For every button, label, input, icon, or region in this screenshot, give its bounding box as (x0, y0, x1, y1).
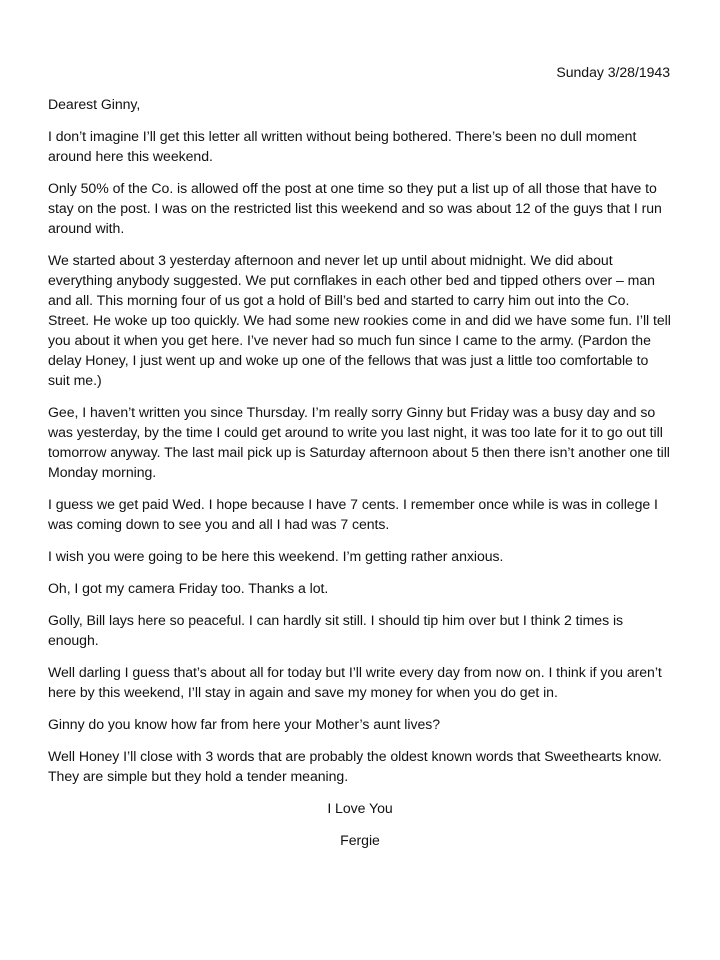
letter-signature: Fergie (340, 832, 380, 848)
paragraph-3: We started about 3 yesterday afternoon and never let up until about midnight. We did about everything anybody suggested. We put cornflakes in each other bed and tipped others over – man and all. This morning four of us got a hold of Bill’s bed and started to carry him out into the Co. Street. He woke up too quickly. We had some new rookies come in and did we have some fun. I’ll tell you about it when you get here. I’ve never had so much fun since I came to the army. (Pardon the delay Honey, I just went up and woke up one of the fellows that was just a little too comfortable to suit me.) (48, 252, 671, 388)
letter-closing: I Love You (327, 800, 393, 816)
letter-body (48, 62, 672, 862)
paragraph-9: Well darling I guess that’s about all for today but I’ll write every day from now on. I think if you aren’t here by this weekend, I’ll stay in again and save my money for when you do get in. (48, 664, 662, 700)
paragraph-7: Oh, I got my camera Friday too. Thanks a lot. (48, 580, 329, 596)
letter-date: Sunday 3/28/1943 (556, 64, 670, 80)
paragraph-1: I don’t imagine I’ll get this letter all written without being bothered. There’s been no dull moment around here this weekend. (48, 128, 637, 164)
paragraph-8: Golly, Bill lays here so peaceful. I can hardly sit still. I should tip him over but I think 2 times is enough. (48, 612, 624, 648)
paragraph-2: Only 50% of the Co. is allowed off the post at one time so they put a list up of all those that have to stay on the post. I was on the restricted list this weekend and so was about 12 of the guys that I run around with. (48, 180, 662, 236)
paragraph-11: Well Honey I’ll close with 3 words that are probably the oldest known words that Sweethearts know. They are simple but they hold a tender meaning. (48, 748, 662, 784)
paragraph-5: I guess we get paid Wed. I hope because I have 7 cents. I remember once while is was in college I was coming down to see you and all I had was 7 cents. (48, 496, 658, 532)
paragraph-10: Ginny do you know how far from here your Mother’s aunt lives? (48, 716, 441, 732)
letter-greeting: Dearest Ginny, (48, 96, 141, 112)
paragraph-6: I wish you were going to be here this weekend. I’m getting rather anxious. (48, 548, 504, 564)
paragraph-4: Gee, I haven’t written you since Thursday. I’m really sorry Ginny but Friday was a busy day and so was yesterday, by the time I could get around to write you last night, it was too late for it to go out till tomorrow anyway. The last mail pick up is Saturday afternoon about 5 then there isn’t another one till Monday morning. (48, 404, 670, 480)
